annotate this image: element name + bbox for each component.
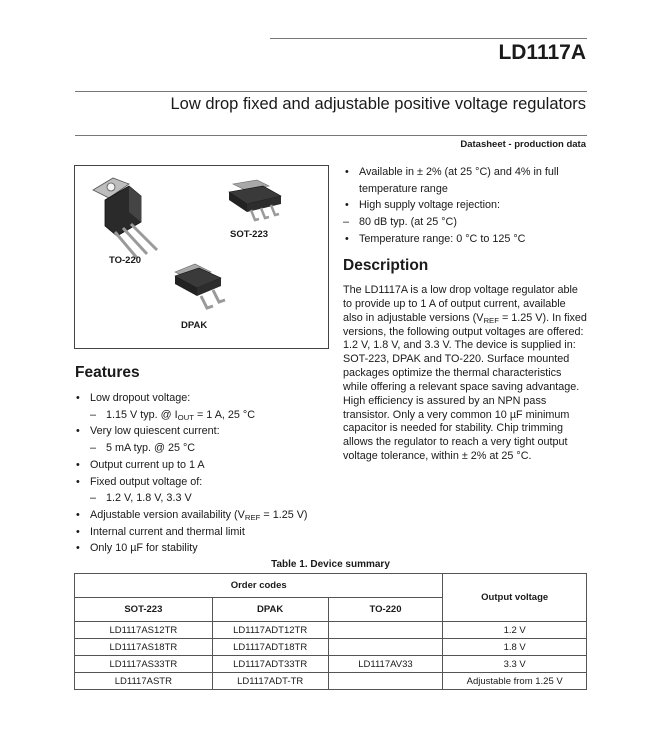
dpak-package-image [169,262,227,314]
feature-item: • Only 10 µF for stability [74,540,339,557]
table-cell: LD1117AS18TR [75,639,213,656]
feature-item: • Low dropout voltage: [74,390,339,407]
dpak-label: DPAK [181,320,208,331]
description-heading: Description [343,257,429,274]
table-row [75,622,587,639]
table-cell [328,622,443,639]
column-header-sot223: SOT-223 [75,598,213,622]
features-list [74,390,339,557]
features-heading: Features [75,364,140,381]
order-codes-header: Order codes [75,574,443,598]
datasheet-note: Datasheet - production data [460,139,586,150]
feature-item: • High supply voltage rejection: [343,197,588,214]
feature-item: • Very low quiescent current: [74,423,339,440]
feature-item: • Fixed output voltage of: [74,474,339,491]
part-number: LD1117A [498,41,586,64]
table-cell: LD1117ASTR [75,673,213,690]
table-cell: LD1117AS33TR [75,656,213,673]
table-cell: LD1117ADT33TR [212,656,328,673]
table-cell [328,639,443,656]
table-cell: LD1117ADT12TR [212,622,328,639]
subtitle-rule [75,135,587,136]
feature-item: • Temperature range: 0 °C to 125 °C [343,231,588,248]
table-cell: LD1117ADT18TR [212,639,328,656]
device-summary-table [74,573,587,690]
feature-item: • Internal current and thermal limit [74,524,339,541]
output-voltage-header: Output voltage [443,574,587,622]
feature-subitem: – 1.2 V, 1.8 V, 3.3 V [90,490,339,507]
feature-item: • Available in ± 2% (at 25 °C) and 4% in full temperature range [343,164,588,197]
right-feature-list [343,164,588,248]
feature-subitem: – 5 mA typ. @ 25 °C [90,440,339,457]
table-cell: 1.2 V [443,622,587,639]
to220-package-image [85,172,165,262]
description-paragraph: The LD1117A is a low drop voltage regulator able to provide up to 1 A of output current, available also in adjustable versions ($V_{REF} = 1.25$ V). In fixed versions, the following output voltages are offered: 1.2 V, 1.8 V, and 3.3 V. The device is supplied in: SOT-223, DPAK and TO-220. Surface mounted packages optimize the thermal characteristics while offering a relevant space saving advantage. High efficiency is assured by an NPN pass transistor. Only a very common 10 µF minimum capacitor is needed for stability. Chip trimming allows the regulator to reach a very tight output voltage tolerance, within ± 2% at 25 °C. [343,284,587,463]
table-cell: 3.3 V [443,656,587,673]
table-cell: Adjustable from 1.25 V [443,673,587,690]
sot223-label: SOT-223 [230,229,269,240]
column-header-to220: TO-220 [328,598,443,622]
table-cell: LD1117AS12TR [75,622,213,639]
feature-item: • Output current up to 1 A [74,457,339,474]
table-cell: LD1117ADT-TR [212,673,328,690]
table-row [75,673,587,690]
to220-label: TO-220 [109,255,142,266]
table-row [75,639,587,656]
feature-subitem: – 80 dB typ. (at 25 °C) [343,214,588,231]
document-subtitle: Low drop fixed and adjustable positive voltage regulators [170,95,586,113]
table-cell: 1.8 V [443,639,587,656]
title-rule [75,91,587,92]
feature-subitem: – 1.15 V typ. @ $I_{OUT} = 1$ A, 25 °C [90,407,339,424]
table-caption: Table 1. Device summary [271,559,390,570]
package-illustration-box [74,165,329,349]
table-cell [328,673,443,690]
column-header-dpak: DPAK [212,598,328,622]
table-row [75,656,587,673]
table-header-row [75,574,587,598]
sot223-package-image [223,178,285,224]
feature-item: • Adjustable version availability ($V_{REF} = 1.25$ V) [74,507,339,524]
table-cell: LD1117AV33 [328,656,443,673]
top-rule [270,38,587,39]
